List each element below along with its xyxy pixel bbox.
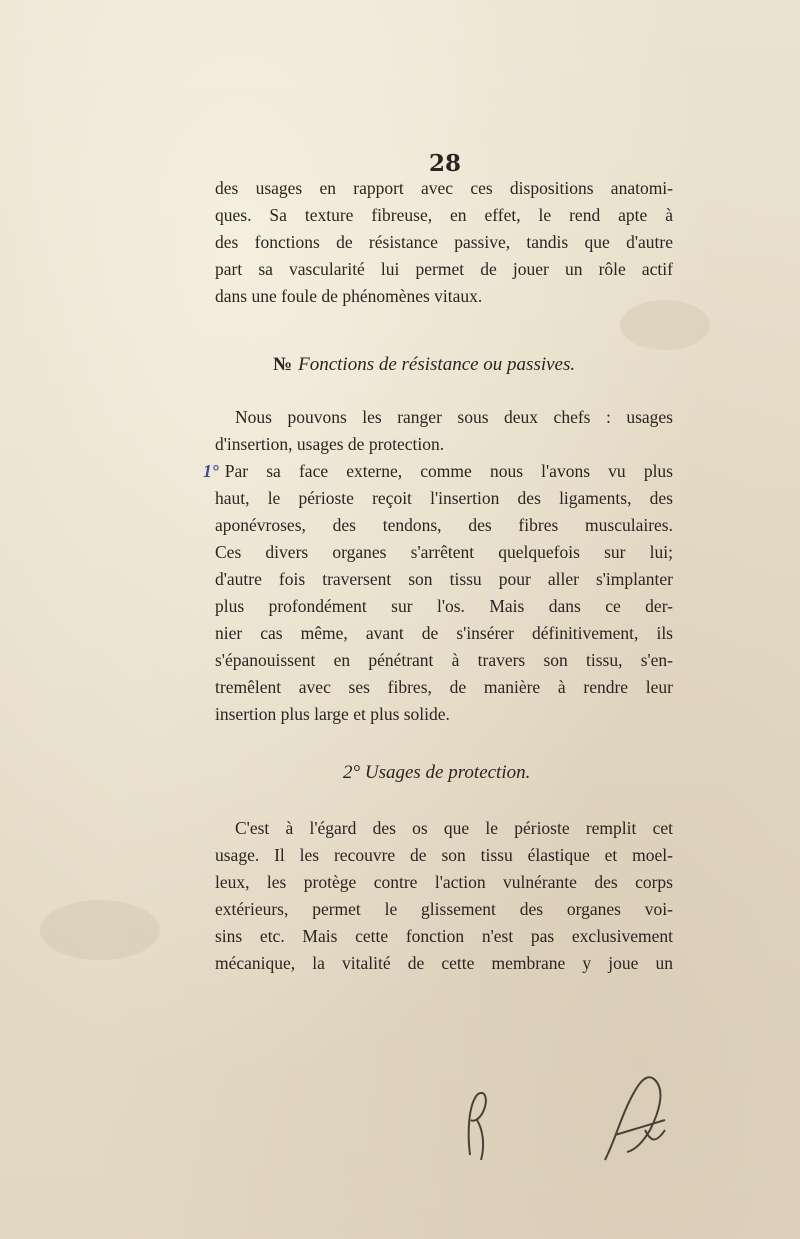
text-line-with-mark <box>203 458 673 485</box>
page-number: 28 <box>428 150 461 177</box>
paragraph-1 <box>215 175 673 310</box>
text-line: leux, les protège contre l'action vulnérante des corps <box>215 872 673 892</box>
text-line: insertion plus large et plus solide. <box>215 704 450 724</box>
heading-text: Fonctions de résistance ou passives. <box>298 354 576 375</box>
text-line: Par sa face externe, comme nous l'avons vu plus <box>224 461 673 481</box>
text-line: des fonctions de résistance passive, tandis que d'autre <box>215 232 673 252</box>
text-line: haut, le périoste reçoit l'insertion des ligaments, des <box>215 488 673 508</box>
text-line: d'autre fois traversent son tissu pour aller s'implanter <box>215 569 673 589</box>
text-line: tremêlent avec ses fibres, de manière à rendre leur <box>215 677 673 697</box>
section-heading-protection: 2° Usages de protection. <box>343 762 531 783</box>
text-line: extérieurs, permet le glissement des organes voi- <box>215 899 673 919</box>
text-line: dans une foule de phénomènes vitaux. <box>215 286 483 306</box>
paragraph-2 <box>203 404 673 728</box>
handwritten-signature <box>455 1060 695 1170</box>
text-line: s'épanouissent en pénétrant à travers son tissu, s'en- <box>215 650 673 670</box>
handwritten-number-mark: 1° <box>203 461 219 481</box>
paragraph-3 <box>215 815 673 977</box>
text-line: part sa vascularité lui permet de jouer un rôle actif <box>215 259 673 279</box>
numero-mark: № <box>273 354 293 375</box>
text-line: d'insertion, usages de protection. <box>215 434 445 454</box>
text-line: ques. Sa texture fibreuse, en effet, le rend apte à <box>215 205 673 225</box>
section-heading-passive-functions <box>273 354 575 376</box>
text-line: usage. Il les recouvre de son tissu élastique et moel- <box>215 845 673 865</box>
text-line: C'est à l'égard des os que le périoste remplit cet <box>235 818 673 838</box>
text-line: plus profondément sur l'os. Mais dans ce der- <box>215 596 673 616</box>
paper-stain <box>40 900 160 960</box>
text-line: sins etc. Mais cette fonction n'est pas exclusivement <box>215 926 673 946</box>
text-line: nier cas même, avant de s'insérer définitivement, ils <box>215 623 673 643</box>
text-line: mécanique, la vitalité de cette membrane y joue un <box>215 953 673 973</box>
text-line: des usages en rapport avec ces dispositions anatomi- <box>215 178 673 198</box>
text-line: aponévroses, des tendons, des fibres musculaires. <box>215 515 673 535</box>
text-line: Ces divers organes s'arrêtent quelquefois sur lui; <box>215 542 673 562</box>
text-line: Nous pouvons les ranger sous deux chefs : usages <box>235 407 673 427</box>
